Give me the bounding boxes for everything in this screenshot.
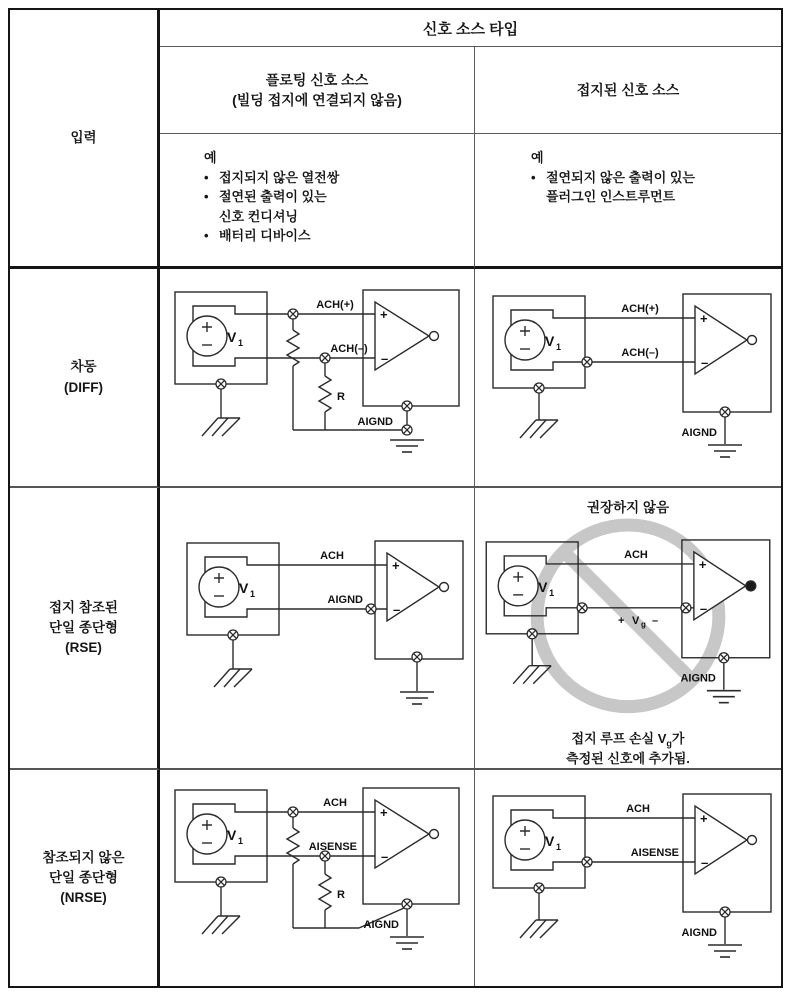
- col-header-floating: [160, 47, 475, 134]
- vg-label: V: [631, 614, 640, 627]
- earth-ground-icon: [390, 937, 424, 949]
- diff-grounded-diagram: [483, 278, 773, 478]
- caption-pre: 접지 루프 손실: [571, 730, 658, 746]
- earth-ground-icon: [708, 445, 742, 457]
- connector-icon: [320, 353, 330, 363]
- examples-title: 예: [204, 150, 217, 165]
- list-item: [204, 168, 466, 188]
- opamp-output-icon: [748, 836, 757, 845]
- connector-icon: [366, 604, 376, 614]
- connector-icon: [720, 407, 730, 417]
- example-text: 절연되지 않은 출력이 있는: [546, 169, 695, 185]
- nrse-label-line2: 단일 종단형: [49, 869, 118, 885]
- chassis-ground-icon: [202, 916, 240, 934]
- signal-source-table: [8, 8, 783, 988]
- aignd-label: AIGND: [363, 918, 399, 931]
- examples-title: 예: [531, 150, 544, 165]
- aisense-label: AISENSE: [630, 847, 679, 859]
- chassis-ground-icon: [202, 418, 240, 436]
- rse-label-line3: (RSE): [65, 640, 102, 656]
- opamp-minus-label: –: [701, 354, 709, 370]
- connector-icon: [412, 652, 422, 662]
- example-text-line2: 플러그인 인스트루먼트: [546, 189, 676, 204]
- connector-icon: [402, 899, 412, 909]
- connector-icon: [681, 603, 691, 613]
- vg-sub-label: g: [640, 619, 646, 629]
- connector-icon: [288, 807, 298, 817]
- opamp-output-icon: [440, 583, 449, 592]
- ach-label: ACH: [323, 796, 347, 809]
- opamp-minus-label: –: [701, 855, 709, 870]
- resistor-icon: [287, 828, 299, 864]
- vg-plus-label: +: [618, 614, 625, 627]
- v1-label: V: [538, 578, 548, 595]
- row-label-rse: [10, 488, 160, 770]
- v1-label: V: [227, 328, 237, 345]
- r-label: R: [337, 390, 345, 403]
- ach-plus-label: ACH(+): [316, 298, 354, 311]
- bullet-icon: •: [204, 189, 209, 204]
- bullet-icon: •: [204, 228, 209, 243]
- floating-title-line2: (빌딩 접지에 연결되지 않음): [232, 92, 402, 108]
- v1-label: V: [227, 826, 237, 843]
- ach-plus-label: ACH(+): [621, 302, 659, 315]
- row-label-nrse: [10, 770, 160, 986]
- diff-grounded-cell: [475, 269, 781, 488]
- caption-sub: g: [666, 738, 672, 749]
- opamp-output-icon: [430, 331, 439, 340]
- ach-label: ACH: [626, 803, 650, 815]
- earth-ground-icon: [708, 945, 742, 957]
- example-text: 접지되지 않은 열전쌍: [219, 169, 340, 185]
- opamp-minus-label: –: [381, 350, 389, 366]
- earth-ground-icon: [400, 692, 434, 704]
- connector-icon: [582, 357, 592, 367]
- example-text-line2: 신호 컨디셔닝: [219, 208, 298, 224]
- list-item: [204, 187, 466, 226]
- opamp-output-filled-icon: [746, 581, 756, 591]
- ach-minus-label: ACH(–): [330, 342, 368, 355]
- caption-line2: 측정된 신호에 추가됨.: [566, 750, 690, 766]
- nrse-floating-cell: [160, 770, 475, 986]
- bullet-icon: •: [204, 169, 209, 185]
- examples-grounded-list: [475, 134, 781, 266]
- connector-icon: [402, 401, 412, 411]
- vg-minus-label: –: [651, 614, 659, 627]
- diff-floating-cell: [160, 269, 475, 488]
- diff-floating-diagram: [167, 278, 467, 478]
- v1-label: V: [545, 833, 555, 849]
- connector-icon: [288, 309, 298, 319]
- aignd-label: AIGND: [357, 415, 393, 428]
- connector-icon: [534, 383, 544, 393]
- input-column-header: [10, 10, 160, 269]
- opamp-output-icon: [430, 829, 439, 838]
- examples-floating-list: [160, 134, 474, 266]
- grounded-title-text: 접지된 신호 소스: [576, 81, 680, 98]
- diff-label-line1: 차동: [70, 359, 97, 375]
- example-text: 배터리 디바이스: [219, 228, 311, 243]
- nrse-label-line3: (NRSE): [60, 890, 107, 906]
- opamp-minus-label: –: [699, 600, 708, 616]
- opamp-plus-label: +: [700, 310, 708, 326]
- list-item: [531, 168, 773, 207]
- rse-label-line1: 접지 참조된: [49, 599, 118, 615]
- chassis-ground-icon: [214, 669, 252, 687]
- aisense-label: AISENSE: [308, 840, 357, 853]
- opamp-output-icon: [748, 335, 757, 344]
- rse-floating-diagram: [167, 523, 467, 733]
- v1-sub-label: 1: [250, 589, 256, 599]
- resistor-icon: [319, 874, 331, 910]
- ground-loop-caption: [566, 730, 690, 768]
- not-recommended-warning: 권장하지 않음: [587, 500, 669, 515]
- examples-floating-cell: [160, 134, 475, 269]
- ach-label: ACH: [320, 550, 344, 562]
- examples-grounded-cell: [475, 134, 781, 269]
- v1-sub-label: 1: [556, 341, 562, 352]
- opamp-minus-label: –: [381, 848, 389, 864]
- ach-minus-label: ACH(–): [621, 346, 659, 359]
- aignd-label: AIGND: [327, 594, 363, 606]
- connector-icon: [534, 883, 544, 893]
- rse-label-line2: 단일 종단형: [49, 619, 118, 635]
- example-text: 절연된 출력이 있는: [219, 189, 327, 204]
- aignd-label: AIGND: [680, 672, 716, 685]
- connector-icon: [228, 630, 238, 640]
- nrse-grounded-cell: [475, 770, 781, 986]
- diff-label-line2: (DIFF): [64, 379, 103, 395]
- floating-title-line1: 플로팅 신호 소스: [265, 71, 369, 88]
- connector-icon: [402, 425, 412, 435]
- nrse-floating-diagram: [167, 776, 467, 981]
- aignd-label: AIGND: [681, 927, 717, 939]
- connector-icon: [216, 379, 226, 389]
- chassis-ground-icon: [520, 920, 558, 938]
- connector-icon: [720, 907, 730, 917]
- opamp-plus-label: +: [392, 558, 400, 573]
- chassis-ground-icon: [513, 666, 551, 684]
- connector-icon: [582, 857, 592, 867]
- row-label-diff: [10, 269, 160, 488]
- v1-sub-label: 1: [238, 337, 244, 348]
- v1-label: V: [239, 580, 249, 596]
- v1-label: V: [545, 332, 555, 349]
- rse-floating-cell: [160, 488, 475, 770]
- table-title-text: 신호 소스 타입: [422, 20, 519, 38]
- v1-sub-label: 1: [549, 587, 555, 598]
- caption-post: 가: [671, 730, 685, 746]
- opamp-minus-label: –: [393, 602, 401, 617]
- connector-icon: [216, 877, 226, 887]
- ach-label: ACH: [624, 548, 648, 561]
- v1-sub-label: 1: [556, 842, 562, 852]
- caption-v: V: [657, 730, 667, 746]
- connector-icon: [527, 629, 537, 639]
- resistor-icon: [287, 330, 299, 366]
- earth-ground-icon: [390, 440, 424, 452]
- opamp-plus-label: +: [380, 306, 388, 322]
- rse-grounded-cell: [475, 488, 781, 770]
- input-label: 입력: [70, 129, 97, 145]
- opamp-plus-label: +: [700, 811, 708, 826]
- table-title: [160, 10, 781, 47]
- nrse-label-line1: 참조되지 않은: [42, 849, 125, 865]
- col-header-grounded: [475, 47, 781, 134]
- rse-grounded-diagram: [478, 518, 778, 730]
- connector-icon: [577, 603, 587, 613]
- r-label: R: [337, 888, 345, 901]
- opamp-plus-label: +: [698, 556, 707, 572]
- bullet-icon: •: [531, 169, 536, 185]
- chassis-ground-icon: [520, 420, 558, 438]
- aignd-label: AIGND: [681, 426, 717, 439]
- nrse-grounded-diagram: [483, 778, 773, 978]
- v1-sub-label: 1: [238, 835, 244, 846]
- earth-ground-icon: [707, 691, 741, 703]
- resistor-icon: [319, 376, 331, 412]
- connector-icon: [719, 653, 729, 663]
- opamp-plus-label: +: [380, 804, 388, 820]
- list-item: [204, 226, 466, 246]
